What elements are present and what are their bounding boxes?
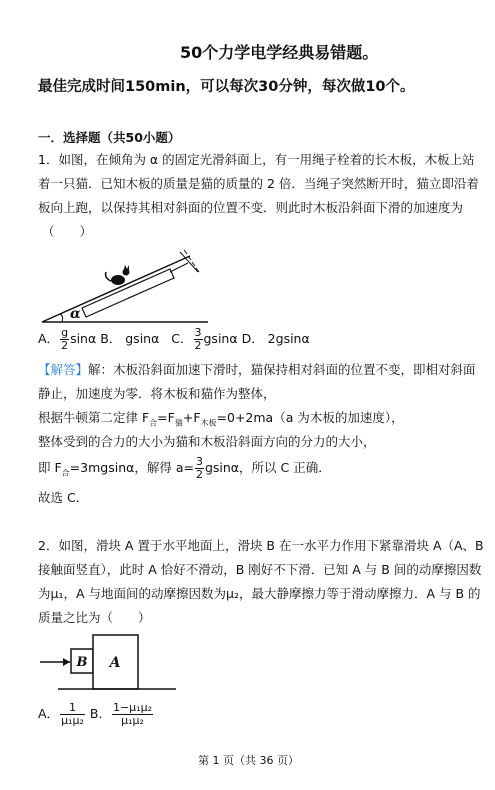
page-title: 50个力学电学经典易错题。 [180,43,379,62]
q1-option-c-label: C． [171,331,193,346]
q2-options [38,702,154,727]
block-a-label: A [109,655,121,671]
q1-solution-line-4: 整体受到的合力的大小为猫和木板沿斜面方向的分力的大小， [38,434,376,449]
q1-line-3: 板向上跑，以保持其相对斜面的位置不变．则此时木板沿斜面下滑的加速度为 [38,200,464,215]
page-footer: 第 1 页（共 36 页） [198,754,299,767]
cat-icon [106,265,130,285]
q1-line-1: 1．如图，在倾角为 α 的固定光滑斜面上，有一用绳子栓着的长木板，木板上站 [38,152,475,167]
q2-line-1: 2．如图，滑块 A 置于水平地面上，滑块 B 在一水平力作用下紧靠滑块 A（A、B [38,538,484,553]
q2-line-4: 质量之比为（ ） [38,610,151,625]
q1-options [38,327,310,352]
incline-figure [40,248,210,328]
block-b-label: B [76,655,88,670]
page-subtitle: 最佳完成时间150min，可以每次30分钟，每次做10个。 [38,79,415,95]
q1-option-c-tail: gsinα [203,331,238,346]
q2-line-3: 为μ₁，A 与地面间的动摩擦因数为μ₂，最大静摩擦力等于滑动摩擦力．A 与 B 的 [38,586,481,601]
q1-option-c-fraction: $\frac{3}{2}$ [194,326,202,352]
q2-line-2: 接触面竖直），此时 A 恰好不滑动，B 刚好不下滑．已知 A 与 B 间的动摩擦因数 [38,562,482,577]
q1-option-b: B． gsinα [100,331,160,346]
q1-solution-line-5: 即 $F_合=3mgsin\alpha$，解得 a= $\frac{3}{2}$ gsinα，所以 C 正确． [38,455,331,481]
q1-solution-line-3: 根据牛顿第二定律 $F_合=F_猫+F_{木板}=0+2ma(a$ 为木板的加速度）， [38,410,404,428]
q1-solution-line-1: 【解答】解：木板沿斜面加速下滑时，猫保持相对斜面的位置不变，即相对斜面 [38,362,476,377]
q2-option-b-label: B． [89,706,111,721]
blocks-figure [38,632,178,698]
alpha-label: α [70,306,81,322]
q2-option-b-fraction: $\frac{\text{1−μ₁μ₂}}{\text{μ₁μ₂}}$ [112,701,152,727]
q2-option-a-fraction: $\frac{1}{\text{μ₁μ₂}}$ [61,701,84,727]
q2-option-a-label: A． [38,706,60,721]
q1-solution-line-6: 故选 C． [38,490,89,505]
q1-line-2: 着一只猫．已知木板的质量是猫的质量的 2 倍．当绳子突然断开时，猫立即沿着 [38,176,479,191]
q1-line-4: （ ） [42,224,93,239]
section-heading: 一．选择题（共50小题） [38,130,181,145]
solution-tag: 【解答】 [38,362,89,377]
q1-option-a-label: A． [38,331,60,346]
q1-option-a-fraction: $\frac{g}{2}$ [61,326,69,352]
q1-option-a-tail: sinα [70,331,97,346]
q1-solution-line-2: 静止，加速度为零．将木板和猫作为整体， [38,386,276,401]
q1-option-d: D． 2gsinα [241,331,310,346]
